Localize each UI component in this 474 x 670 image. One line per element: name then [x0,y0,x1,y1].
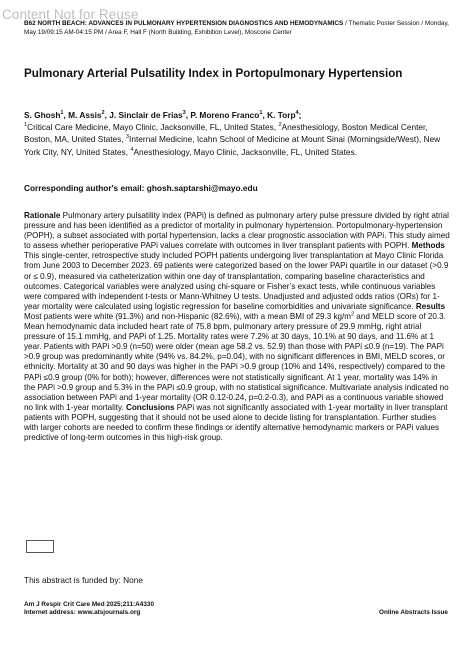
journal-citation: Am J Respir Crit Care Med 2025;211:A4330 [24,601,155,608]
internet-address: Internet address: www.atsjournals.org [24,609,141,617]
affiliation-text: Anesthesiology, Mayo Clinic, Jacksonville, FL, United States. [133,146,358,157]
corresponding-author-email: Corresponding author's email: ghosh.saptarshi@mayo.edu [24,183,258,193]
author-name: P. Moreno Franco [190,110,260,120]
results-label: Results [415,301,446,311]
results-text-continued: and MELD score of 20.3. Mean hemodynamic data included heart rate of 75.8 bpm, pulmonary artery pressure of 29.9 mmHg, right atrial pressure of 15.1 mmHg, and PAPi of 1.25. Mortality rates were 7.2% at 30 days, 10.1% at 90 days, and 11.6% at 1 year. Patients with PAPi >0.9 (n=50) were older (mean age 58.2 vs. 52.9) than those with PAPi ≤0.9 (n=19). The PAPi >0.9 group was predominantly white (94% vs. 84.2%, p=0.04), with no significant differences in BMI, MELD scores, or ethnicity. Mortality at 30 and 90 days was higher in the PAPi >0.9 group (10% and 14%, respectively) compared to the PAPi ≤0.9 group (0% for both); however, differences were not statistically significant. At 1 year, mortality was 14% in the PAPi >0.9 group and 5.3% in the PAPi ≤0.9 group, with no statistical significance. Multivariate analysis indicated no association between PAPi and 1-year mortality (OR 0.12-0.24, p=0.2-0.3), and PAPi as a continuous variable showed no link with 1-year mortality. [24,311,449,412]
author-name: J. Sinclair de Frias [109,110,183,120]
results-text: Most patients were white (91.3%) and non-Hispanic (82.6%), with a mean BMI of 29.3 kg/m [24,311,352,321]
affiliation-text: Internal Medicine, Icahn School of Medicine at Mount Sinai (Morningside/West), New York City, NY, United States, [24,134,441,157]
author-name: M. Assis [68,110,102,120]
affiliation-text: Critical Care Medicine, Mayo Clinic, Jacksonville, FL, United States, [27,122,279,133]
conclusions-label: Conclusions [125,402,175,412]
session-header [24,20,454,37]
issue-label: Online Abstracts Issue [378,609,448,616]
conclusions-text: PAPi was not significantly associated with 1-year mortality in liver transplant patients with POPH, suggesting that it should not be used alone to decide listing for transplantation. Further studies with larger cohorts are needed to confirm these findings or identify alternative hemodynamic markers or PAPi values predictive of long-term outcomes in this high-risk group. [24,402,448,443]
author-block [24,109,454,158]
methods-label: Methods [411,241,445,251]
affiliation-number: 3 [125,134,130,141]
watermark: Content Not for Reuse [2,7,139,22]
abstract-title: Pulmonary Arterial Pulsatility Index in Portopulmonary Hypertension [24,67,403,80]
affiliation-number: 4 [130,146,134,153]
author-affiliation-marker: 4 [295,110,299,117]
funding-statement: This abstract is funded by: None [24,575,143,585]
rationale-text: Pulmonary artery pulsatility index (PAPi) is defined as pulmonary artery pulse pressure divided by right atrial pressure and has been identified as a predictor of mortality in pulmonary hypertension. Portopulmonary-hypertension (POPH), a subset associated with portal hypertension, lacks a clear prognostic association with PAPi. This study aimed to assess whether perioperative PAPi values correlate with outcomes in liver transplant patients with POPH. [24,211,450,251]
author-name: S. Ghosh [24,110,61,120]
footer-citation-block [24,601,154,618]
author-affiliation-marker: 1 [259,110,263,117]
author-name: K. Torp [267,110,296,120]
affiliation-text: Anesthesiology, Boston Medical Center, Boston, MA, United States, [24,122,428,145]
abstract-body [24,211,450,443]
results-superscript: 2 [351,311,355,318]
author-affiliation-marker: 3 [182,110,186,117]
author-affiliation-marker: 2 [101,110,105,117]
session-code: B62 NORTH BEACH: ADVANCES IN PULMONARY HYPERTENSION DIAGNOSTICS AND HEMODYNAMICS [24,20,344,27]
methods-text: This single-center, retrospective study included POPH patients undergoing liver transplantation at Mayo Clinic Florida from June 2003 to December 2023. 69 patients were categorized based on the lower PAPi quartile in our dataset (>0.9 or ≤ 0.9), measured via catheterization within one day of transplantation, comparing baseline characteristics and outcomes. Categorical variables were analyzed using chi-square or Fisher’s exact tests, while continuous variables were compared with independent t-tests or Mann-Whitney U tests. Unadjusted and adjusted odds ratios (ORs) for 1-year mortality were calculated using logistic regression for baseline comorbidities and univariate significance. [24,251,449,311]
session-details: / Thematic Poster Session / Monday, May 19/09:15 AM-04:15 PM / Area F, Hall F (North Building, Exhibition Level), Moscone Center [24,20,449,36]
author-affiliation-marker: 1 [60,110,64,117]
author-list: S. Ghosh$^1$, M. Assis$^2$, J. Sinclair de Frias$^3$, P. Moreno Franco$^1$, K. Torp$^4$; [24,110,302,120]
affiliation-number: 1 [24,122,28,129]
affiliation-number: 2 [278,122,282,129]
rationale-label: Rationale [24,211,61,220]
empty-checkbox[interactable] [26,540,54,553]
affiliation-list [24,122,440,156]
